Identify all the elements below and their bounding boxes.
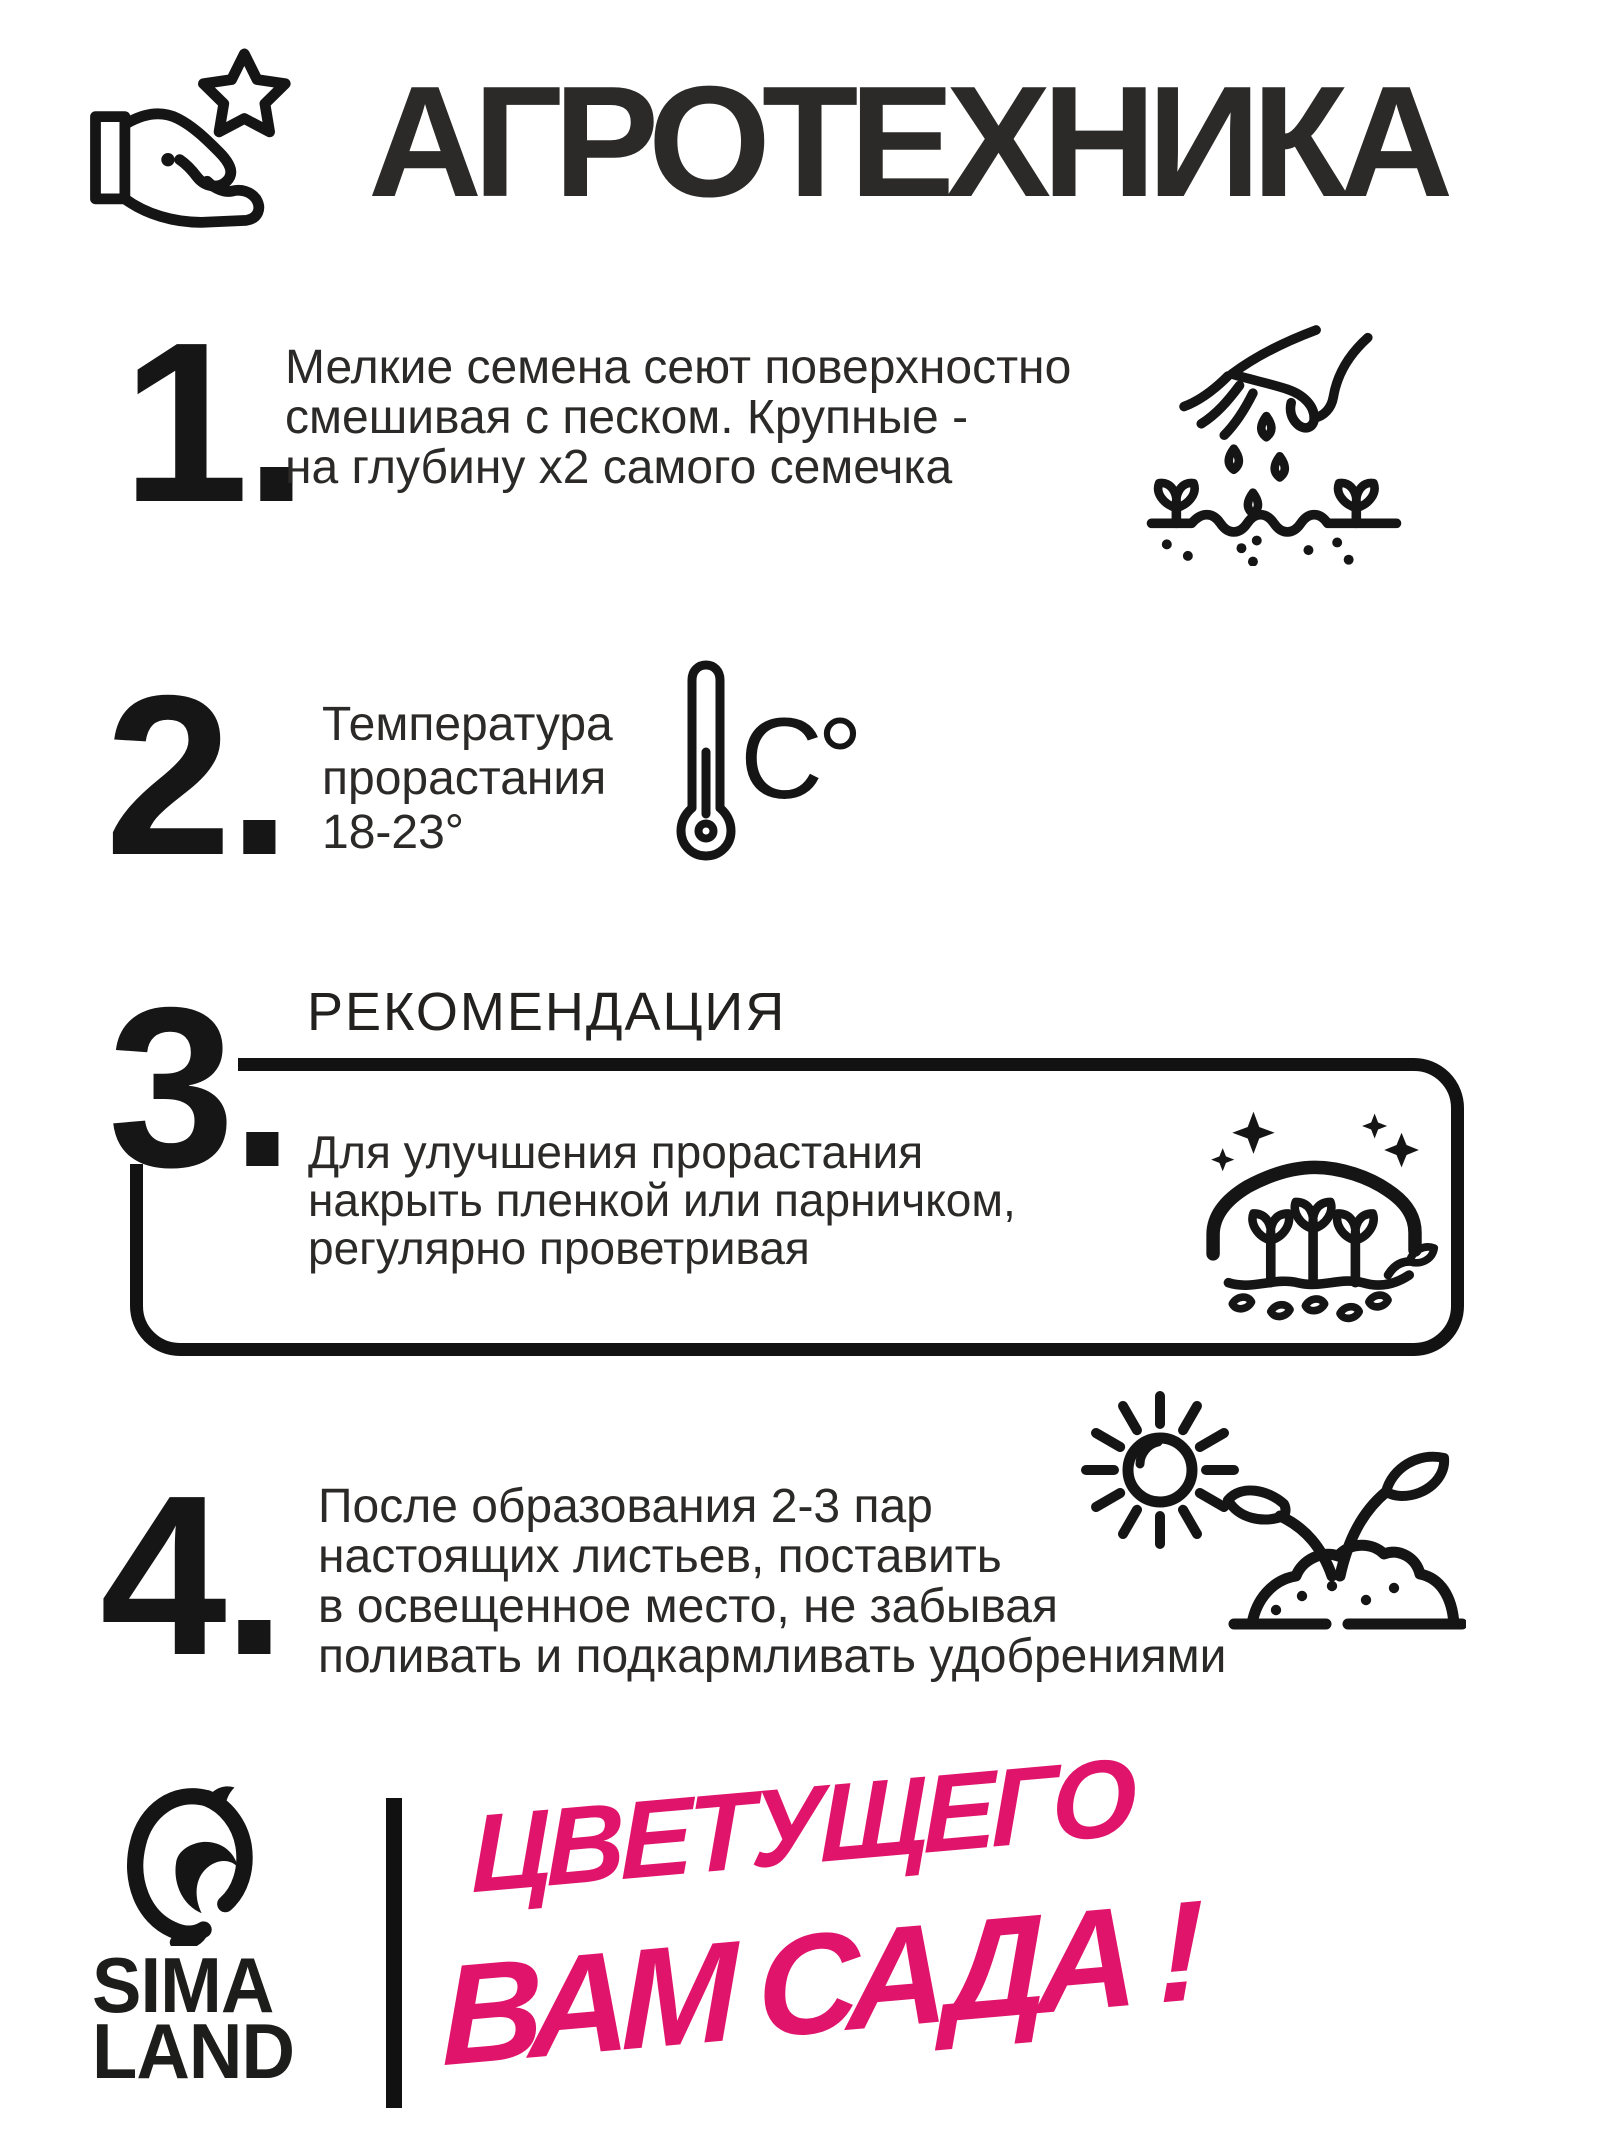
brand-wordmark-line2: LAND (92, 2007, 295, 2095)
text-line: регулярно проветривая (308, 1222, 810, 1274)
text-line: настоящих листьев, поставить (318, 1530, 1002, 1583)
footer-divider (386, 1798, 402, 2108)
slogan-line-2: ВАМ САДА ! (439, 1871, 1196, 2097)
thermometer-icon (676, 658, 736, 870)
text-line: После образования 2-3 пар (318, 1480, 933, 1533)
brand-wordmark-line1: SIMA (92, 1941, 274, 2029)
text-line: 18-23° (322, 806, 464, 859)
step-4-number: 4. (100, 1449, 283, 1703)
text-line: смешивая с песком. Крупные - (285, 391, 969, 444)
slogan-line-1: ЦВЕТУЩЕГО (469, 1735, 1133, 1917)
text-line: прорастания (322, 752, 607, 805)
dolphin-icon (118, 1782, 258, 1946)
text-line: на глубину x2 самого семечка (285, 441, 953, 494)
step-2-text (322, 698, 613, 860)
step-2-number: 2. (105, 649, 288, 903)
celsius-label: C° (740, 695, 858, 823)
text-line: Температура (322, 698, 613, 751)
text-line: Мелкие семена сеют поверхностно (285, 341, 1072, 394)
text-line: поливать и подкармливать удобрениями (318, 1630, 1227, 1683)
step-1-number: 1. (122, 296, 305, 550)
step-4-text (318, 1482, 1226, 1682)
step-3-number: 3. (108, 961, 291, 1215)
text-line: Для улучшения прорастания (308, 1126, 924, 1178)
step-1-text (285, 343, 1071, 493)
hand-sowing-seeds-icon (1140, 316, 1408, 566)
seedlings-under-cover-icon (1190, 1096, 1440, 1331)
recommendation-heading: РЕКОМЕНДАЦИЯ (307, 982, 787, 1042)
hand-holding-star-icon (72, 46, 307, 242)
page-title: АГРОТЕХНИКА (368, 54, 1445, 230)
step-3-text (308, 1128, 1016, 1272)
text-line: в освещенное место, не забывая (318, 1580, 1058, 1633)
text-line: накрыть пленкой или парничком, (308, 1174, 1016, 1226)
